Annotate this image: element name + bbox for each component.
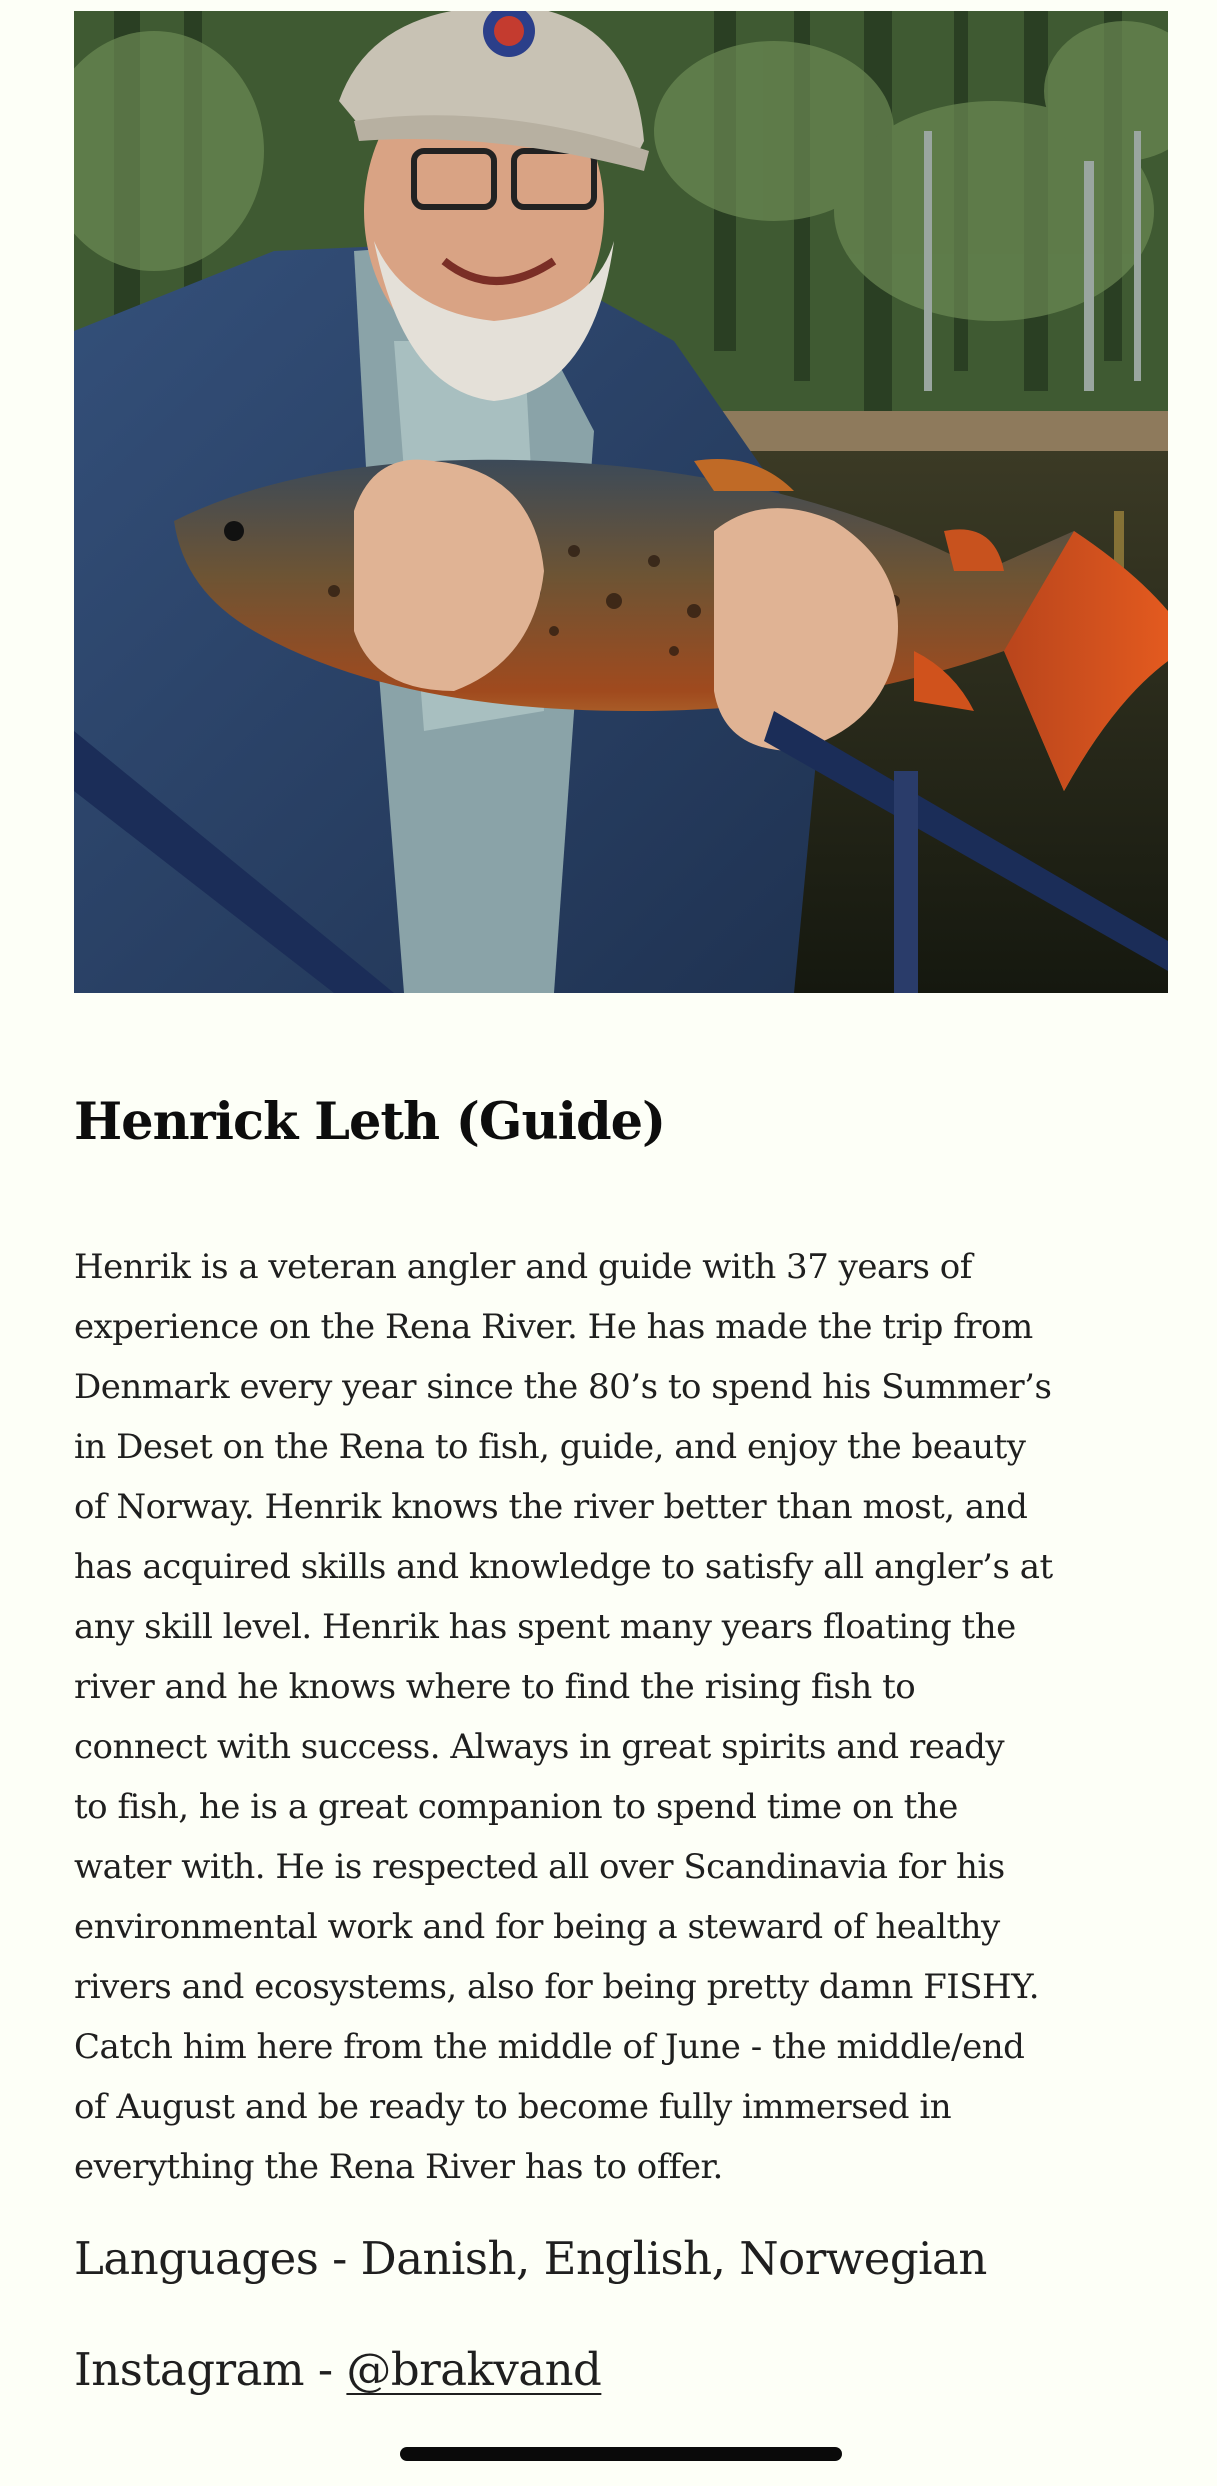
guide-photo-illustration — [74, 11, 1168, 993]
languages-text: Languages - Danish, English, Norwegian — [74, 2232, 987, 2285]
bio-line: everything the Rena River has to offer. — [74, 2147, 723, 2187]
instagram-handle-link[interactable]: @brakvand — [346, 2343, 602, 2396]
bio-line: experience on the Rena River. He has made the trip from — [74, 1307, 1033, 1347]
bio-line: environmental work and for being a steward of healthy — [74, 1907, 1000, 1947]
bio-line: Denmark every year since the 80’s to spend his Summer’s — [74, 1367, 1052, 1407]
guide-name-heading: Henrick Leth (Guide) — [74, 1092, 666, 1152]
instagram-label: Instagram - — [74, 2343, 347, 2396]
bio-line: river and he knows where to find the rising fish to — [74, 1667, 916, 1707]
bio-line: rivers and ecosystems, also for being pretty damn FISHY. — [74, 1967, 1040, 2007]
home-indicator[interactable] — [400, 2447, 842, 2461]
instagram-line — [74, 2343, 601, 2396]
guide-bio — [74, 1237, 1174, 2197]
bio-line: Henrik is a veteran angler and guide with 37 years of — [74, 1247, 972, 1287]
bio-line: connect with success. Always in great spirits and ready — [74, 1727, 1005, 1767]
bio-line: has acquired skills and knowledge to satisfy all angler’s at — [74, 1547, 1053, 1587]
guide-photo — [74, 11, 1168, 993]
bio-line: water with. He is respected all over Scandinavia for his — [74, 1847, 1005, 1887]
bio-line: any skill level. Henrik has spent many years floating the — [74, 1607, 1016, 1647]
bio-line: in Deset on the Rena to fish, guide, and enjoy the beauty — [74, 1427, 1026, 1467]
bio-line: to fish, he is a great companion to spend time on the — [74, 1787, 958, 1827]
bio-line: of Norway. Henrik knows the river better than most, and — [74, 1487, 1028, 1527]
bio-line: of August and be ready to become fully immersed in — [74, 2087, 952, 2127]
bio-line: Catch him here from the middle of June - the middle/end — [74, 2027, 1025, 2067]
